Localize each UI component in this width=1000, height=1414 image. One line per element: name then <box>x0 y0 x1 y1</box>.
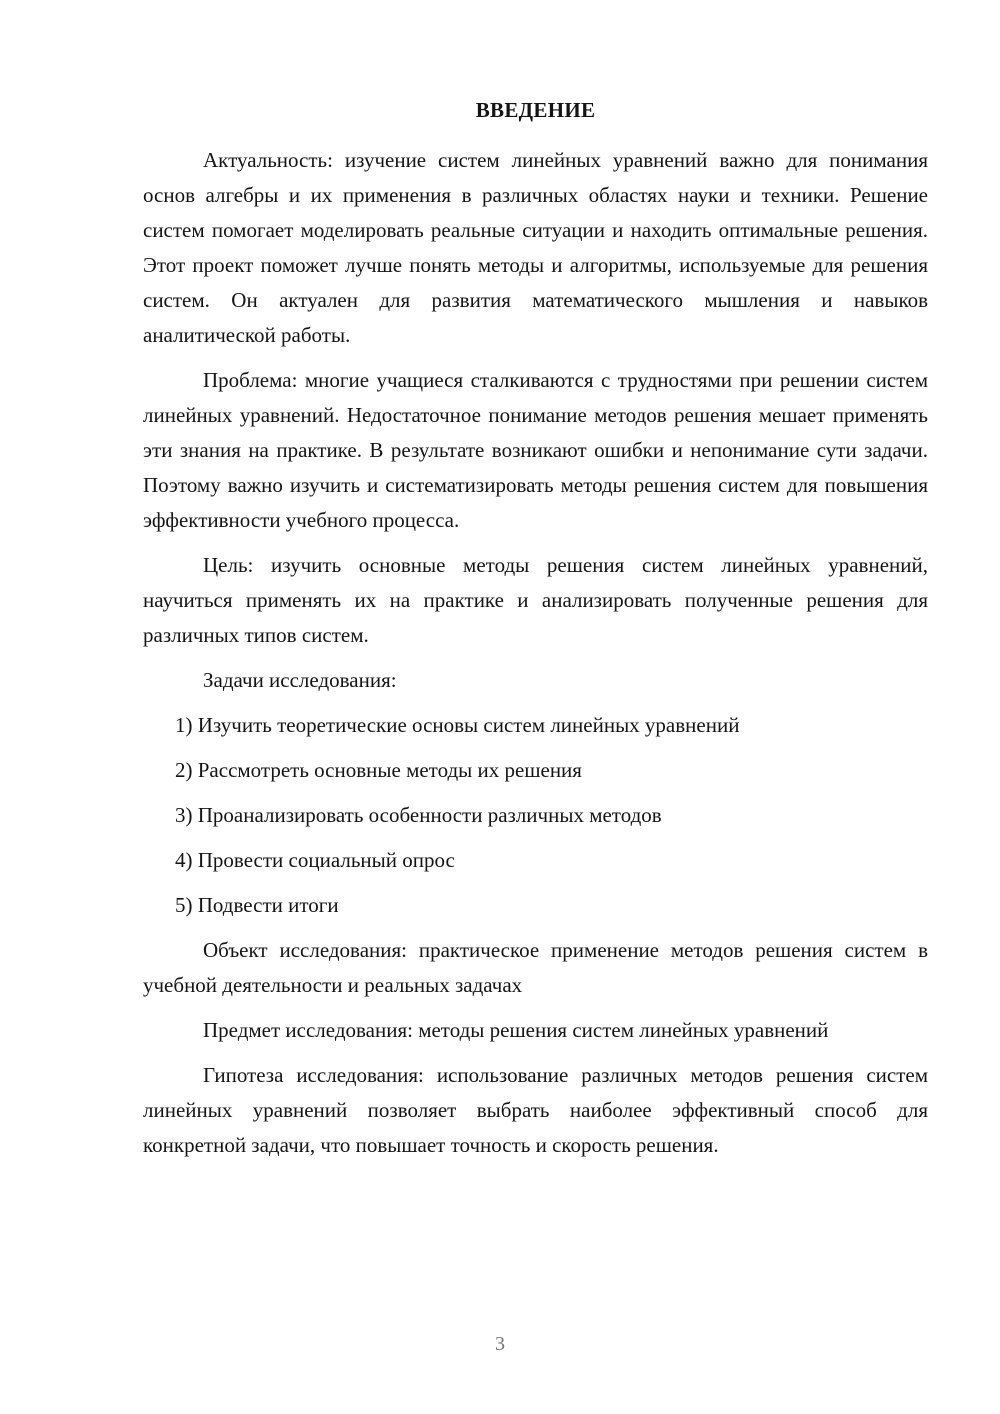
hypothesis-paragraph: Гипотеза исследования: использование различных методов решения систем линейных уравнений позволяет выбрать наиболее эффективный способ для конкретной задачи, что повышает точность и скорость решения. <box>143 1063 928 1157</box>
list-item: 1) Изучить теоретические основы систем линейных уравнений <box>175 713 740 737</box>
subject-paragraph: Предмет исследования: методы решения систем линейных уравнений <box>203 1018 829 1042</box>
list-item: 4) Провести социальный опрос <box>175 848 455 872</box>
page-number: 3 <box>495 1333 505 1355</box>
page-title: ВВЕДЕНИЕ <box>475 98 596 122</box>
object-paragraph: Объект исследования: практическое применение методов решения систем в учебной деятельности и реальных задачах <box>143 938 928 997</box>
list-item: 5) Подвести итоги <box>175 893 339 917</box>
document-body <box>143 143 928 1173</box>
list-item: 3) Проанализировать особенности различных методов <box>175 803 662 827</box>
tasks-list <box>143 708 928 923</box>
goal-paragraph: Цель: изучить основные методы решения систем линейных уравнений, научиться применять их на практике и анализировать полученные решения для различных типов систем. <box>143 553 928 647</box>
relevance-paragraph: Актуальность: изучение систем линейных уравнений важно для понимания основ алгебры и их применения в различных областях науки и техники. Решение систем помогает моделировать реальные ситуации и находить оптимальные решения. Этот проект поможет лучше понять методы и алгоритмы, используемые для решения систем. Он актуален для развития математического мышления и навыков аналитической работы. <box>143 148 928 347</box>
tasks-heading: Задачи исследования: <box>203 668 397 692</box>
problem-paragraph: Проблема: многие учащиеся сталкиваются с трудностями при решении систем линейных уравнений. Недостаточное понимание методов решения мешает применять эти знания на практике. В результате возникают ошибки и непонимание сути задачи. Поэтому важно изучить и систематизировать методы решения систем для повышения эффективности учебного процесса. <box>143 368 928 532</box>
list-item: 2) Рассмотреть основные методы их решения <box>175 758 582 782</box>
